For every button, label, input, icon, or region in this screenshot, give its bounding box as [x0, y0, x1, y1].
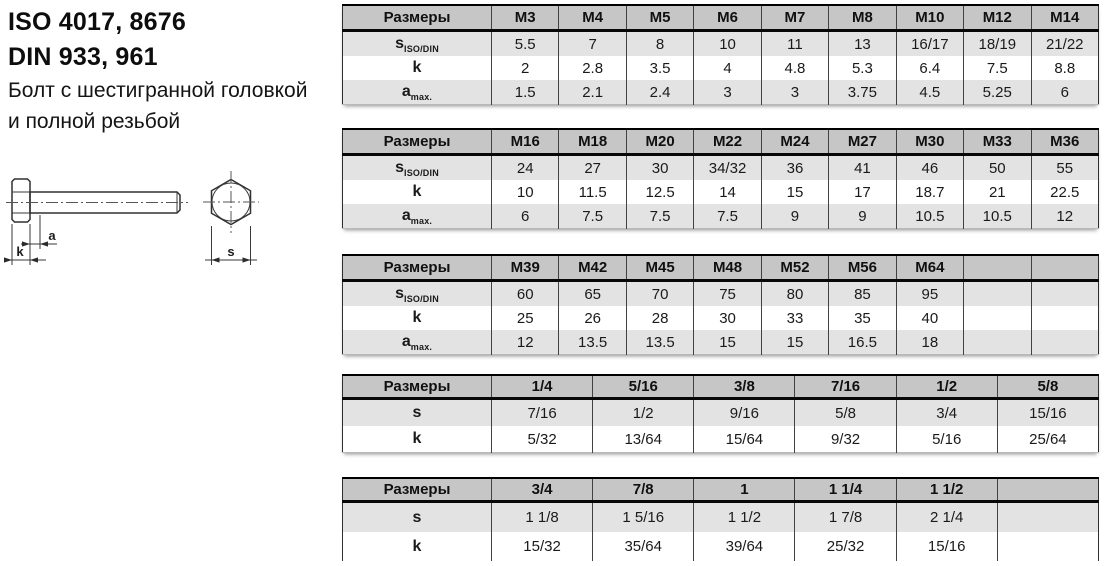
- value-cell: 15: [761, 180, 828, 204]
- row-label: $a_{max.}$: [343, 204, 492, 229]
- value-cell: 5/32: [492, 426, 593, 453]
- row-label: s: [343, 502, 492, 533]
- value-cell: [964, 306, 1031, 330]
- table-row: [343, 532, 1099, 561]
- size-column-header: 3/4: [492, 478, 593, 502]
- size-column-header: M48: [694, 255, 761, 281]
- value-cell: 15/32: [492, 532, 593, 561]
- row-label: k: [343, 56, 492, 80]
- size-column-header: 1 1/4: [795, 478, 896, 502]
- value-cell: 25/64: [997, 426, 1098, 453]
- size-column-header: 1 1/2: [896, 478, 997, 502]
- value-cell: 9/16: [694, 399, 795, 427]
- value-cell: 15/64: [694, 426, 795, 453]
- row-label: k: [343, 180, 492, 204]
- bolt-head-hex-view: [203, 171, 259, 265]
- row-label: $a_{max.}$: [343, 80, 492, 105]
- value-cell: 5.5: [492, 31, 559, 57]
- value-cell: 13/64: [593, 426, 694, 453]
- value-cell: 2.1: [559, 80, 626, 105]
- value-cell: 15/16: [896, 532, 997, 561]
- table-row: [343, 204, 1099, 229]
- size-column-header: M22: [694, 129, 761, 155]
- header-row: [343, 129, 1099, 155]
- value-cell: 1 1/2: [694, 502, 795, 533]
- size-column-header: M42: [559, 255, 626, 281]
- row-label: $s_{ISO/DIN}$: [343, 31, 492, 57]
- dim-a-arrow-right: [40, 241, 48, 246]
- value-cell: 6: [1031, 80, 1099, 105]
- row-label: k: [343, 532, 492, 561]
- table-row: [343, 56, 1099, 80]
- table-row: [343, 502, 1099, 533]
- table-row: [343, 180, 1099, 204]
- header-row: [343, 375, 1099, 399]
- value-cell: 17: [829, 180, 896, 204]
- value-cell: 70: [626, 281, 693, 307]
- value-cell: 95: [896, 281, 963, 307]
- size-column-header: M8: [829, 5, 896, 31]
- size-column-header: [997, 478, 1098, 502]
- size-column-header: M16: [492, 129, 559, 155]
- product-description-line1: Болт с шестигранной головкой: [8, 79, 308, 102]
- size-column-header: 3/8: [694, 375, 795, 399]
- row-label: k: [343, 426, 492, 453]
- value-cell: 2: [492, 56, 559, 80]
- value-cell: [1031, 306, 1099, 330]
- value-cell: 3/4: [896, 399, 997, 427]
- standard-iso-title: ISO 4017, 8676: [8, 8, 186, 36]
- size-column-header: M36: [1031, 129, 1099, 155]
- value-cell: 13: [829, 31, 896, 57]
- table-row: [343, 31, 1099, 57]
- value-cell: 50: [964, 155, 1031, 181]
- value-cell: 15/16: [997, 399, 1098, 427]
- row-label-header: Размеры: [343, 375, 492, 399]
- value-cell: 46: [896, 155, 963, 181]
- value-cell: 1 7/8: [795, 502, 896, 533]
- value-cell: 6.4: [896, 56, 963, 80]
- size-column-header: M10: [896, 5, 963, 31]
- value-cell: 28: [626, 306, 693, 330]
- header-row: [343, 255, 1099, 281]
- value-cell: 4.5: [896, 80, 963, 105]
- size-column-header: M27: [829, 129, 896, 155]
- value-cell: [1031, 281, 1099, 307]
- value-cell: 4: [694, 56, 761, 80]
- value-cell: 36: [761, 155, 828, 181]
- size-column-header: 7/16: [795, 375, 896, 399]
- size-column-header: M30: [896, 129, 963, 155]
- value-cell: 9: [761, 204, 828, 229]
- value-cell: 6: [492, 204, 559, 229]
- size-column-header: 1/2: [896, 375, 997, 399]
- value-cell: 5.3: [829, 56, 896, 80]
- row-label: k: [343, 306, 492, 330]
- value-cell: 55: [1031, 155, 1099, 181]
- value-cell: 22.5: [1031, 180, 1099, 204]
- value-cell: 13.5: [559, 330, 626, 355]
- size-column-header: M14: [1031, 5, 1099, 31]
- size-column-header: M6: [694, 5, 761, 31]
- size-column-header: M3: [492, 5, 559, 31]
- value-cell: 85: [829, 281, 896, 307]
- value-cell: [997, 502, 1098, 533]
- value-cell: 35/64: [593, 532, 694, 561]
- size-column-header: M33: [964, 129, 1031, 155]
- value-cell: 80: [761, 281, 828, 307]
- value-cell: 41: [829, 155, 896, 181]
- value-cell: 25: [492, 306, 559, 330]
- value-cell: 30: [626, 155, 693, 181]
- size-column-header: M39: [492, 255, 559, 281]
- dim-s-arrow-right: [243, 257, 251, 262]
- table-row: [343, 306, 1099, 330]
- row-label-header: Размеры: [343, 255, 492, 281]
- standard-din-title: DIN 933, 961: [8, 43, 158, 71]
- dim-s-arrow-left: [212, 257, 220, 262]
- value-cell: 25/32: [795, 532, 896, 561]
- size-column-header: M12: [964, 5, 1031, 31]
- value-cell: 39/64: [694, 532, 795, 561]
- value-cell: 1.5: [492, 80, 559, 105]
- size-column-header: 7/8: [593, 478, 694, 502]
- dim-k-arrow-left: [4, 257, 12, 262]
- row-label: $s_{ISO/DIN}$: [343, 155, 492, 181]
- value-cell: [1031, 330, 1099, 355]
- value-cell: 7.5: [964, 56, 1031, 80]
- value-cell: 14: [694, 180, 761, 204]
- value-cell: 7.5: [626, 204, 693, 229]
- value-cell: [964, 281, 1031, 307]
- value-cell: 2.8: [559, 56, 626, 80]
- value-cell: 7/16: [492, 399, 593, 427]
- value-cell: 16/17: [896, 31, 963, 57]
- size-column-header: M5: [626, 5, 693, 31]
- size-column-header: M24: [761, 129, 828, 155]
- value-cell: 33: [761, 306, 828, 330]
- table-metric-m3-m14: [342, 4, 1099, 105]
- row-label: $a_{max.}$: [343, 330, 492, 355]
- size-column-header: 5/16: [593, 375, 694, 399]
- product-description-line2: и полной резьбой: [8, 110, 181, 133]
- size-column-header: M56: [829, 255, 896, 281]
- value-cell: 10: [492, 180, 559, 204]
- value-cell: 15: [761, 330, 828, 355]
- size-column-header: M52: [761, 255, 828, 281]
- value-cell: 11.5: [559, 180, 626, 204]
- dim-label-a: a: [48, 228, 56, 243]
- bolt-technical-drawing: [4, 156, 276, 296]
- value-cell: 12: [492, 330, 559, 355]
- title-block: [8, 5, 307, 137]
- dim-k-arrow-right: [30, 257, 38, 262]
- row-label-header: Размеры: [343, 5, 492, 31]
- row-label-header: Размеры: [343, 129, 492, 155]
- value-cell: 8.8: [1031, 56, 1099, 80]
- bolt-side-view: [4, 179, 188, 265]
- value-cell: 26: [559, 306, 626, 330]
- value-cell: 8: [626, 31, 693, 57]
- value-cell: 5/8: [795, 399, 896, 427]
- table-row: [343, 281, 1099, 307]
- value-cell: 35: [829, 306, 896, 330]
- table-row: [343, 80, 1099, 105]
- value-cell: 3.5: [626, 56, 693, 80]
- size-column-header: 1: [694, 478, 795, 502]
- dim-label-k: k: [16, 244, 24, 259]
- bolt-head-outline: [12, 179, 30, 222]
- value-cell: 7: [559, 31, 626, 57]
- value-cell: 5/16: [896, 426, 997, 453]
- value-cell: 24: [492, 155, 559, 181]
- value-cell: 9/32: [795, 426, 896, 453]
- value-cell: 12.5: [626, 180, 693, 204]
- value-cell: 12: [1031, 204, 1099, 229]
- value-cell: 21/22: [1031, 31, 1099, 57]
- value-cell: 21: [964, 180, 1031, 204]
- value-cell: 1/2: [593, 399, 694, 427]
- value-cell: 2 1/4: [896, 502, 997, 533]
- value-cell: 40: [896, 306, 963, 330]
- size-column-header: [1031, 255, 1099, 281]
- size-column-header: M18: [559, 129, 626, 155]
- table-imperial-three-quarter-to-one-half: [342, 477, 1099, 561]
- value-cell: 30: [694, 306, 761, 330]
- table-metric-m39-m64: [342, 254, 1099, 355]
- table-imperial-quarter-to-five-eighths: [342, 374, 1099, 453]
- row-label: $s_{ISO/DIN}$: [343, 281, 492, 307]
- value-cell: 13.5: [626, 330, 693, 355]
- value-cell: 75: [694, 281, 761, 307]
- value-cell: 27: [559, 155, 626, 181]
- value-cell: 11: [761, 31, 828, 57]
- value-cell: 1 1/8: [492, 502, 593, 533]
- size-column-header: 5/8: [997, 375, 1098, 399]
- value-cell: 4.8: [761, 56, 828, 80]
- size-column-header: M64: [896, 255, 963, 281]
- value-cell: 34/32: [694, 155, 761, 181]
- table-row: [343, 426, 1099, 453]
- value-cell: 3.75: [829, 80, 896, 105]
- row-label-header: Размеры: [343, 478, 492, 502]
- value-cell: [964, 330, 1031, 355]
- table-metric-m16-m36: [342, 128, 1099, 229]
- value-cell: 3: [761, 80, 828, 105]
- value-cell: 65: [559, 281, 626, 307]
- value-cell: 2.4: [626, 80, 693, 105]
- value-cell: 60: [492, 281, 559, 307]
- value-cell: 1 5/16: [593, 502, 694, 533]
- table-row: [343, 330, 1099, 355]
- value-cell: [997, 532, 1098, 561]
- table-row: [343, 399, 1099, 427]
- value-cell: 5.25: [964, 80, 1031, 105]
- value-cell: 7.5: [559, 204, 626, 229]
- value-cell: 18.7: [896, 180, 963, 204]
- header-row: [343, 5, 1099, 31]
- value-cell: 18: [896, 330, 963, 355]
- value-cell: 9: [829, 204, 896, 229]
- value-cell: 3: [694, 80, 761, 105]
- value-cell: 10: [694, 31, 761, 57]
- header-row: [343, 478, 1099, 502]
- size-column-header: M45: [626, 255, 693, 281]
- value-cell: 10.5: [964, 204, 1031, 229]
- size-column-header: M7: [761, 5, 828, 31]
- dim-label-s: s: [227, 244, 235, 259]
- value-cell: 18/19: [964, 31, 1031, 57]
- size-column-header: [964, 255, 1031, 281]
- size-column-header: 1/4: [492, 375, 593, 399]
- value-cell: 10.5: [896, 204, 963, 229]
- size-column-header: M20: [626, 129, 693, 155]
- value-cell: 15: [694, 330, 761, 355]
- value-cell: 16.5: [829, 330, 896, 355]
- size-column-header: M4: [559, 5, 626, 31]
- table-row: [343, 155, 1099, 181]
- value-cell: 7.5: [694, 204, 761, 229]
- row-label: s: [343, 399, 492, 427]
